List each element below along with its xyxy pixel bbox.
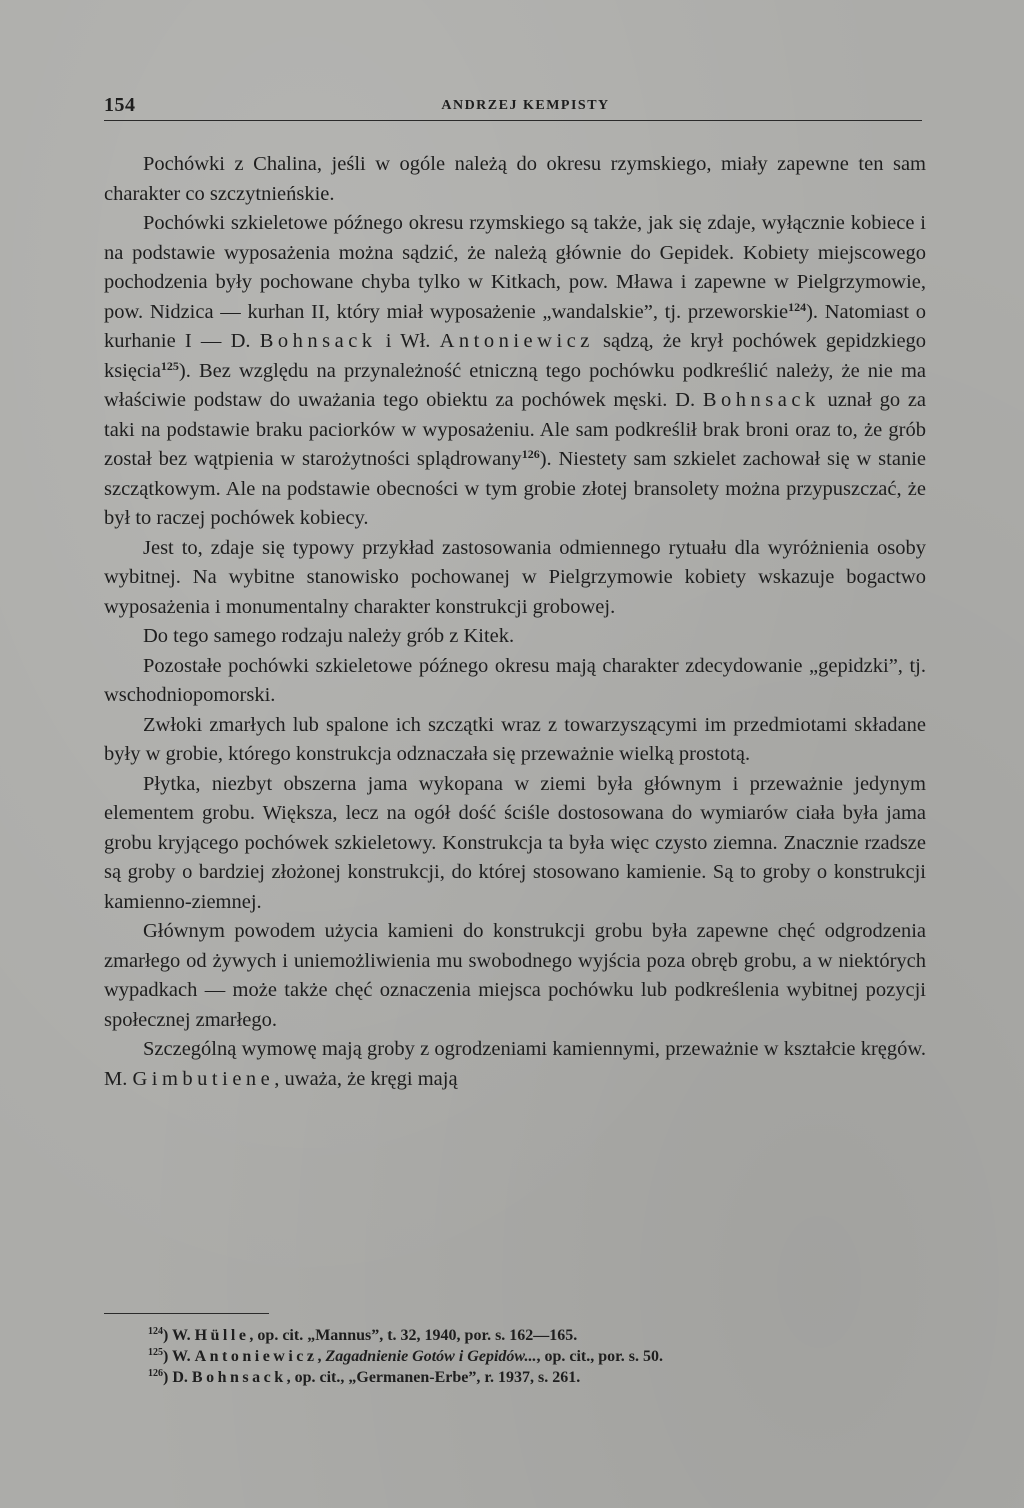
author-name: Antoniewicz (194, 1348, 318, 1365)
text-run: Zwłoki zmarłych lub spalone ich szczątki wraz z towarzyszącymi im przedmiotami składane były w grobie, którego konstrukcja odznaczała się przeważnie wielką prostotą. (104, 713, 926, 765)
footnote-number: 126 (148, 1368, 163, 1379)
footnote-ref: 124 (788, 299, 807, 314)
paragraph (104, 622, 926, 652)
paragraph (104, 770, 926, 918)
text-run: i Wł. (385, 330, 431, 352)
text-run: Do tego samego rodzaju należy grób z Kitek. (143, 625, 515, 647)
footnote-number: 124 (148, 1326, 163, 1337)
text-run: Pozostałe pochówki szkieletowe późnego okresu mają charakter zdecydowanie „gepidzki”, tj. wschodniopomorski. (104, 654, 926, 706)
text-run: ). Niestety sam szkielet zachował się w stanie szczątkowym. Ale na podstawie obecności w tym grobie złotej bransolety można przypuszczać, że był to raczej pochówek kobiecy. (104, 448, 926, 529)
text-run: , op. cit., por. s. 50. (536, 1348, 664, 1365)
paragraph (104, 534, 926, 623)
footnote-ref: 125 (160, 358, 179, 373)
page-number: 154 (104, 94, 136, 116)
text-run: , op. cit. „Mannus”, t. 32, 1940, por. s. 162—165. (249, 1327, 578, 1344)
footnote: $^{124}$) W. Hülle, op. cit. „Mannus”, t. 32, 1940, por. s. 162—165. (148, 1326, 578, 1344)
author-name: Antoniewicz (439, 330, 594, 352)
author-name: Hülle (194, 1327, 250, 1344)
footnotes (148, 1325, 928, 1388)
author-name: Gimbutiene (132, 1067, 275, 1090)
text-run: ). Natomiast o kurhanie I — D. (104, 300, 926, 352)
footnote-rule (104, 1313, 269, 1314)
page-header (104, 94, 922, 121)
paragraph (104, 1035, 926, 1094)
work-title: Zagadnienie Gotów i Gepidów... (325, 1348, 537, 1365)
author-name: Bohnsack (191, 1369, 287, 1386)
text-run: sądzą, że krył pochówek gepidzkiego księcia (104, 330, 927, 382)
text-run: ). Bez względu na przynależność etniczną tego pochówku podkreślić należy, że nie ma właściwie podstaw do uważania tego obiektu za pochówek męski. D. (104, 359, 926, 411)
paragraph (104, 209, 926, 534)
text-run: , (317, 1348, 322, 1365)
text-run: Pochówki z Chalina, jeśli w ogóle należą do okresu rzymskiego, miały zapewne ten sam charakter co szczytnieńskie. (104, 153, 926, 205)
paragraph (104, 711, 926, 770)
text-run: W. (172, 1348, 191, 1365)
footnote: $^{125}$) W. Antoniewicz, Zagadnienie Gotów i Gepidów..., op. cit., por. s. 50. (148, 1347, 664, 1365)
text-run: D. (172, 1369, 188, 1386)
footnote-number: 125 (148, 1347, 163, 1358)
paragraph (104, 150, 926, 209)
text-run: Płytka, niezbyt obszerna jama wykopana w ziemi była głównym i przeważnie jedynym elementem grobu. Większa, lecz na ogół dość ściśle dostosowana do wymiarów ciała była jama grobu kryjącego pochówek szkieletowy. Konstrukcja ta była więc czysto ziemna. Znacznie rzadsze są groby o bardziej złożonej konstrukcji, do której stosowano kamienie. Są to groby o konstrukcji kamienno-ziemnej. (104, 772, 926, 913)
body-text (104, 150, 926, 1094)
text-run: Głównym powodem użycia kamieni do konstrukcji grobu była zapewne chęć odgrodzenia zmarłego od żywych i uniemożliwienia mu swobodnego wyjścia poza obręb grobu, a w niektórych wypadkach — może także chęć oznaczenia miejsca pochówku lub podkreślenia wybitnej pozycji społecznej zmarłego. (104, 920, 926, 1031)
paragraph (104, 917, 926, 1035)
footnote: $^{126}$) D. Bohnsack, op. cit., „Germanen-Erbe”, r. 1937, s. 261. (148, 1368, 581, 1386)
paragraph (104, 652, 926, 711)
text-run: uznał go za taki na podstawie braku paciorków w wyposażeniu. Ale sam podkreślił brak broni oraz to, że grób został bez wątpienia w starożytności splądrowany (104, 389, 927, 470)
running-head: ANDRZEJ KEMPISTY (441, 98, 610, 113)
author-name: Bohnsack (259, 330, 377, 352)
text-run: , op. cit., „Germanen-Erbe”, r. 1937, s. 261. (286, 1369, 581, 1386)
text-run: Jest to, zdaje się typowy przykład zastosowania odmiennego rytuału dla wyróżnienia osoby wybitnej. Na wybitne stanowisko pochowanej w Pielgrzymowie kobiety wskazuje bogactwo wyposażenia i monumentalny charakter konstrukcji grobowej. (104, 536, 926, 618)
text-run: Szczególną wymowę mają groby z ogrodzeniami kamiennymi, przeważnie w kształcie kręgów. M. (104, 1038, 926, 1090)
author-name: Bohnsack (702, 389, 820, 411)
footnote-ref: 126 (521, 447, 540, 461)
text-run: Pochówki szkieletowe późnego okresu rzymskiego są także, jak się zdaje, wyłącznie kobiece i na podstawie wyposażenia można sądzić, że należą głównie do Gepidek. Kobiety miejscowego pochodzenia były pochowane chyba tylko w Kitkach, pow. Mława i zapewne w Pielgrzymowie, pow. Nidzica — kurhan II, który miał wyposażenie „wandalskie”, tj. przeworskie (104, 212, 926, 323)
text-run: W. (172, 1327, 191, 1344)
text-run: , uważa, że kręgi mają (274, 1067, 458, 1090)
